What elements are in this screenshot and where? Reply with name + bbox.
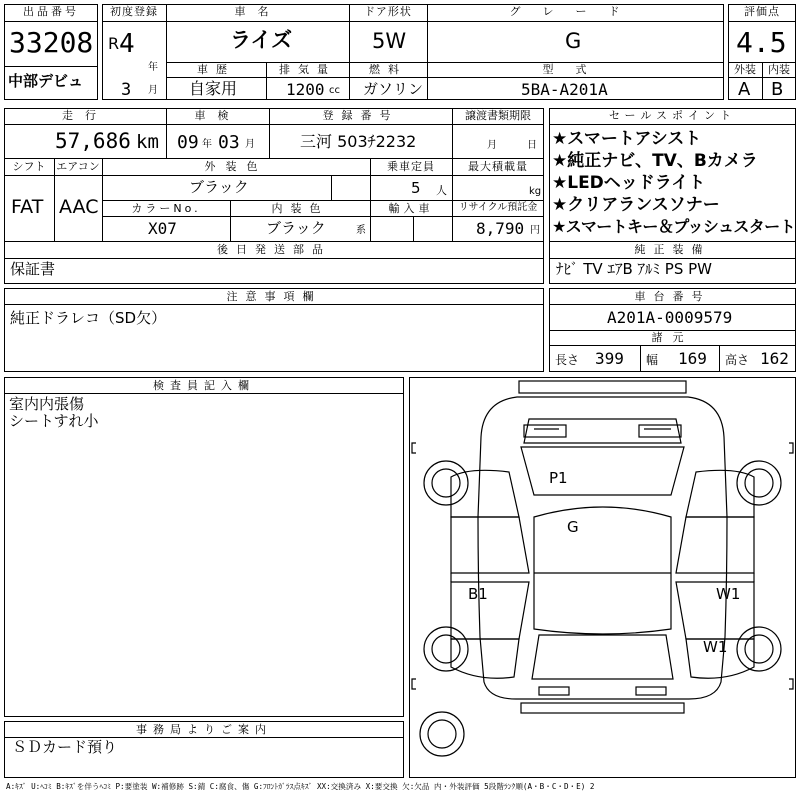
fuel-label: 燃料 — [369, 63, 407, 76]
height-label: 高さ — [725, 353, 750, 367]
mileage-label: 走行 — [62, 109, 108, 122]
grade: G — [565, 29, 582, 53]
transfer-day-unit: 日 — [527, 140, 537, 151]
month-unit: 月 — [148, 85, 158, 96]
car-name: ライズ — [230, 28, 293, 52]
inspection-label: 車検 — [194, 109, 241, 122]
length: 399 — [595, 349, 624, 368]
recycle-deposit: 8,790 — [476, 219, 525, 238]
later-parts-label: 後日発送部品 — [217, 243, 331, 256]
history: 自家用 — [189, 79, 238, 98]
capacity: 5 — [411, 179, 421, 197]
shift-label: シフト — [12, 160, 46, 173]
registration-year: 4 — [119, 29, 135, 59]
plate-number: 三河 503ﾁ2232 — [300, 132, 417, 151]
color-label: 外装色 — [204, 160, 268, 173]
equipment-label: 純正装備 — [634, 243, 711, 256]
diagram-mark: W1 — [716, 585, 741, 603]
history-label: 車歴 — [197, 63, 235, 76]
exterior-label: 外装 — [734, 63, 756, 76]
length-label: 長さ — [555, 353, 580, 367]
aircon-label: エアコン — [56, 160, 100, 173]
transfer-month-unit: 月 — [487, 140, 497, 151]
height: 162 — [760, 349, 789, 368]
displacement: 1200 — [286, 80, 325, 99]
chassis-label: 車台番号 — [634, 290, 711, 303]
color-no-label: カラーNo. — [131, 202, 201, 215]
shift: FAT — [11, 196, 44, 218]
width: 169 — [678, 349, 707, 368]
sales-point: ★スマートキー＆プッシュスタート — [552, 217, 795, 236]
interior-color-unit: 系 — [356, 225, 366, 236]
model: 5BA-A201A — [521, 80, 608, 99]
aircon: AAC — [59, 196, 99, 218]
inspection-year-unit: 年 — [202, 139, 212, 150]
inspection-month-unit: 月 — [245, 139, 255, 150]
first-registration-label: 初度登録 — [110, 5, 158, 18]
capacity-label: 乗車定員 — [387, 160, 435, 173]
inspector-label: 検査員記入欄 — [153, 379, 255, 392]
chassis-number: A201A-0009579 — [607, 308, 733, 327]
lot-number: 33208 — [9, 26, 94, 59]
door-shape: 5W — [372, 29, 407, 53]
displacement-unit: cc — [329, 85, 340, 96]
model-label: 型式 — [542, 63, 609, 76]
sales-point: ★LEDヘッドライト — [552, 173, 706, 193]
displacement-label: 排気量 — [279, 63, 336, 76]
max-load-label: 最大積載量 — [468, 160, 528, 173]
plate-label: 登録番号 — [322, 109, 399, 122]
color-no: X07 — [148, 219, 177, 238]
notes-label: 注意事項欄 — [226, 290, 322, 303]
registration-month: 3 — [121, 80, 132, 100]
spec-label: 諸元 — [651, 331, 694, 344]
inspection-month: 03 — [218, 132, 240, 153]
interior-label: 内装 — [768, 63, 790, 76]
score-label: 評価点 — [744, 5, 780, 18]
notes: 純正ドラレコ（SD欠） — [10, 309, 167, 327]
diagram-mark: B1 — [468, 585, 488, 603]
inspection-year: 09 — [177, 132, 199, 153]
max-load-unit: kg — [529, 186, 542, 197]
door-label: ドア形状 — [364, 5, 412, 18]
score: 4.5 — [736, 26, 787, 59]
recycle-unit: 円 — [530, 225, 540, 236]
office-label: 事務局よりご案内 — [136, 723, 272, 736]
interior-color: ブラック — [266, 219, 326, 237]
width-label: 幅 — [646, 353, 659, 367]
interior-grade: B — [771, 79, 784, 100]
inspector-note: 室内内張傷 — [9, 395, 85, 413]
exterior-color: ブラック — [189, 178, 249, 196]
car-diagram — [409, 377, 796, 778]
office-note: ＳＤカード預り — [12, 738, 118, 756]
import-label: 輸入車 — [388, 202, 434, 215]
exterior-grade: A — [738, 79, 751, 100]
sales-point: ★クリアランスソナー — [552, 195, 720, 215]
mileage: 57,686 — [55, 129, 131, 153]
interior-color-label: 内装色 — [271, 202, 329, 215]
year-unit: 年 — [148, 62, 158, 73]
recycle-label: リサイクル預託金 — [458, 202, 538, 213]
fuel: ガソリン — [363, 80, 424, 98]
diagram-mark: W1 — [703, 638, 728, 656]
capacity-unit: 人 — [436, 184, 447, 197]
equipment: ﾅﾋﾞ TV ｴｱB ｱﾙﾐ PS PW — [556, 260, 712, 278]
sales-points-label: セールスポイント — [608, 109, 736, 122]
legend: A:ｷｽﾞ U:ﾍｺﾐ B:ｷｽﾞを伴うﾍｺﾐ P:要塗装 W:補修跡 S:錆 C:腐食、傷 G:ﾌﾛﾝﾄｶﾞﾗｽ点ｷｽﾞ XX:交換済み X:要交換 欠:欠品 内・外装評価 5段階ﾗﾝｸ順(A・B・C・D・E) 2 — [6, 782, 595, 791]
diagram-mark: P1 — [549, 469, 568, 487]
era: R — [108, 34, 120, 53]
sales-point: ★純正ナビ、TV、Bカメラ — [552, 151, 758, 171]
diagram-mark: G — [567, 518, 579, 536]
debut-label: 中部デビュ — [8, 72, 84, 90]
later-parts: 保証書 — [10, 260, 56, 278]
car-name-label: 車名 — [234, 5, 281, 18]
transfer-deadline-label: 譲渡書類期限 — [465, 109, 531, 122]
lot-number-label: 出品番号 — [23, 5, 79, 18]
grade-label: グレード — [509, 5, 642, 18]
sales-point: ★スマートアシスト — [552, 129, 702, 149]
mileage-unit: km — [136, 131, 159, 153]
inspector-note: シートすれ小 — [9, 412, 99, 430]
